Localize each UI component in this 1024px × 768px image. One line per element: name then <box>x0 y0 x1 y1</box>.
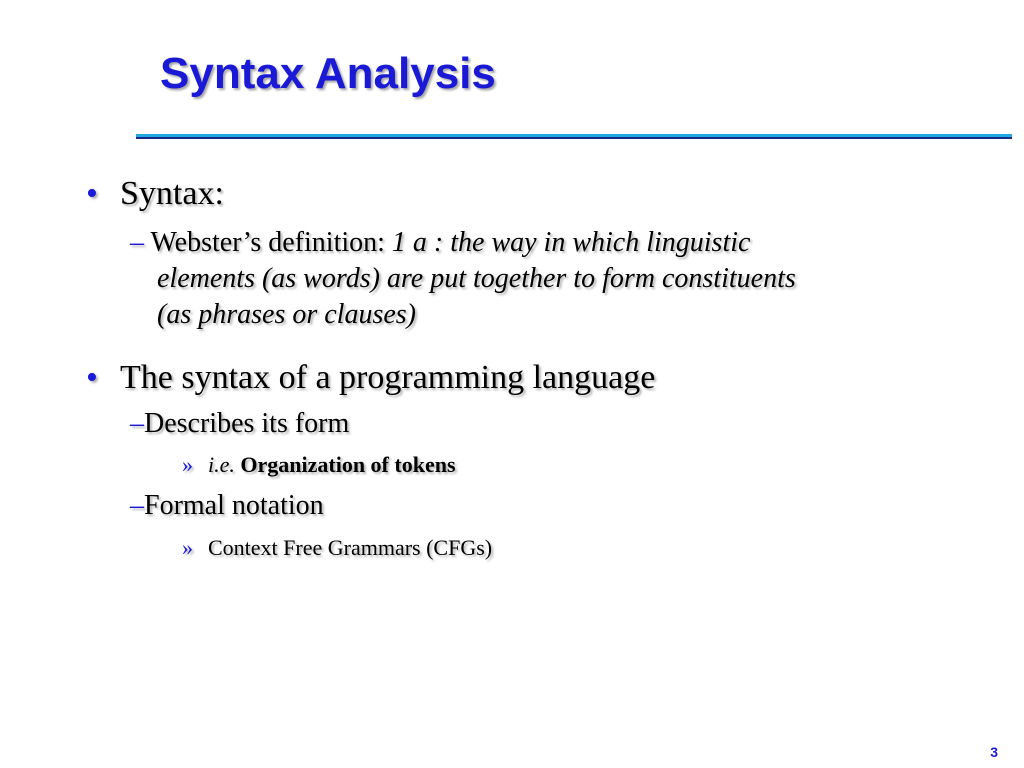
title-underline <box>136 134 1012 139</box>
bullet-text: Syntax: <box>120 175 224 212</box>
raquo-marker: » <box>182 452 193 477</box>
dash-marker: – <box>130 408 144 439</box>
websters-definition <box>130 225 950 333</box>
sub-sub-bullet-organization <box>182 451 456 479</box>
definition-quote-line-1: 1 a : the way in which linguistic <box>391 227 751 258</box>
sub-bullet-text: Formal notation <box>144 490 324 521</box>
bullet-marker: • <box>86 175 98 212</box>
sub-bullet-describes-form <box>130 406 349 442</box>
page-number: 3 <box>990 744 998 760</box>
sub-sub-bullet-cfgs <box>182 534 492 562</box>
slide-title: Syntax Analysis <box>160 49 496 98</box>
dash-marker: – <box>130 490 144 521</box>
bullet-text: The syntax of a programming language <box>120 359 656 396</box>
organization-of-tokens-text: Organization of tokens <box>240 452 456 477</box>
definition-quote-line-2: elements (as words) are put together to form constituents <box>157 263 796 294</box>
sub-bullet-formal-notation <box>130 488 324 524</box>
raquo-marker: » <box>182 535 193 560</box>
definition-quote-line-3: (as phrases or clauses) <box>157 299 416 330</box>
sub-bullet-text: Describes its form <box>144 408 350 439</box>
bullet-syntax-programming-language <box>86 358 655 398</box>
bullet-marker: • <box>86 359 98 396</box>
cfgs-text: Context Free Grammars (CFGs) <box>208 535 493 560</box>
dash-marker: – <box>130 227 144 258</box>
definition-lead: Webster’s definition: <box>150 227 392 258</box>
bullet-syntax <box>86 174 224 214</box>
ie-abbreviation: i.e. <box>208 452 235 477</box>
